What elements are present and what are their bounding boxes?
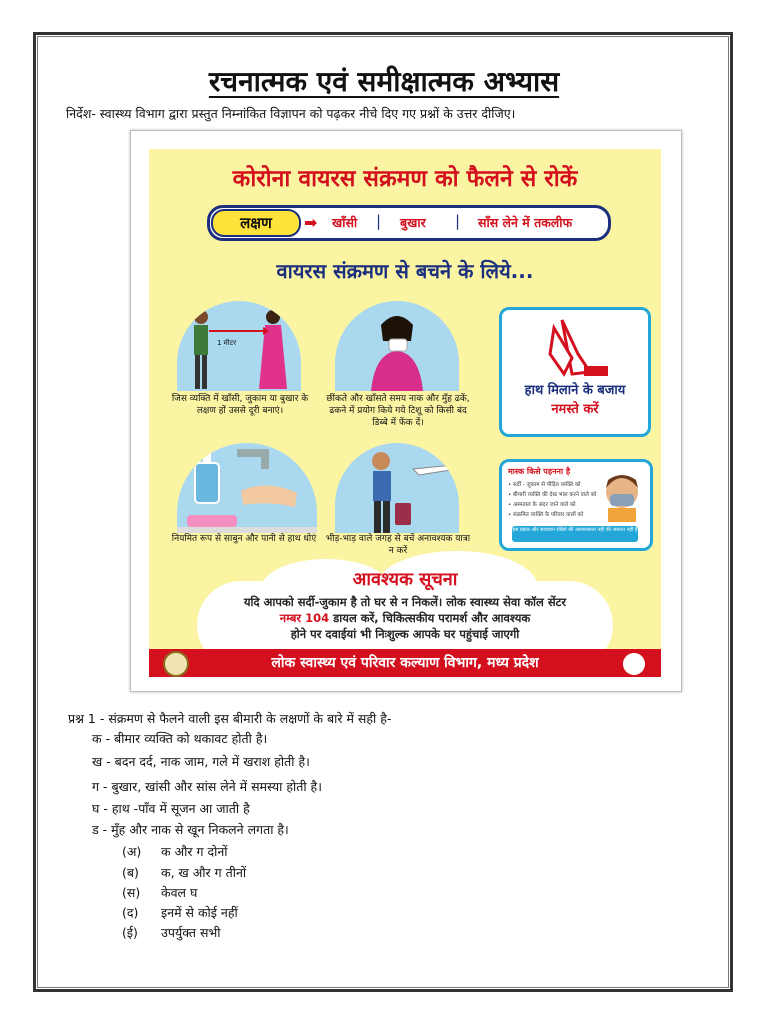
people-distance-icon — [177, 301, 301, 391]
cough-cover-icon — [335, 301, 459, 391]
travel-caption: भीड़-भाड़ वाले जगह से बचें अनावश्यक यात्रा न करें — [325, 534, 471, 556]
mask-box — [499, 459, 653, 551]
state-seal-icon — [163, 651, 189, 677]
mask-item: • संक्रमित व्यक्ति के परिवार वालों को — [508, 512, 584, 518]
option-code: (ई) — [122, 925, 138, 940]
page-title: रचनात्मक एवं समीक्षात्मक अभ्यास — [208, 65, 560, 98]
option-code: (अ) — [122, 844, 142, 859]
statement-ga: ग - बुखार, खांसी और सांस लेने में समस्या होती है। — [92, 779, 322, 794]
mask-item: • अस्पताल के अंदर जाने वाले को — [508, 502, 576, 508]
mask-footer: इस प्रकार और सावधान रखिये की आवश्यकता नहीं की जरूरत नहीं है — [512, 526, 638, 542]
arrow-right-icon: ➡ — [304, 213, 318, 232]
notice-line-1: यदि आपको सर्दी-जुकाम है तो घर से न निकलें। लोक स्वास्थ्य सेवा कॉल सेंटर — [243, 595, 567, 609]
folded-hands-icon — [502, 314, 648, 380]
poster-canvas — [149, 149, 661, 677]
namaste-line1: हाथ मिलाने के बजाय — [524, 383, 626, 398]
poster-subheading: वायरस संक्रमण से बचने के लिये... — [276, 259, 534, 283]
option-e: उपर्युक्त सभी — [161, 925, 221, 940]
notice-line-2: नम्बर 104 डायल करें, चिकित्सकीय परामर्श और आवश्यक — [279, 611, 531, 625]
masked-child-icon — [600, 470, 644, 522]
separator: | — [455, 212, 461, 230]
option-code: (द) — [122, 905, 139, 920]
symptoms-label: लक्षण — [211, 209, 301, 237]
distance-illustration — [177, 301, 301, 391]
separator: | — [376, 212, 382, 230]
poster-image — [130, 130, 682, 692]
statement-ka: क - बीमार व्यक्ति को थकावट होती है। — [92, 731, 268, 746]
statement-da: ड - मुँह और नाक से खून निकलने लगता है। — [92, 822, 289, 837]
mask-item: • सर्दी - जुकाम से पीड़ित व्यक्ति को — [508, 482, 581, 488]
statement-gha: घ - हाथ -पाँव में सूजन आ जाती है — [92, 801, 250, 816]
option-d: इनमें से कोई नहीं — [161, 905, 238, 920]
option-b: क, ख और ग तीनों — [161, 865, 247, 880]
option-code: (स) — [122, 885, 141, 900]
symptom-fever: बुखार — [400, 215, 426, 230]
notice-title: आवश्यक सूचना — [352, 569, 458, 590]
option-code: (ब) — [122, 865, 139, 880]
mask-list — [508, 480, 598, 520]
handwash-icon — [177, 443, 317, 533]
question-prompt: प्रश्न 1 - संक्रमण से फैलने वाली इस बीमारी के लक्षणों के बारे में सही है- — [68, 711, 392, 726]
notice-line-3: होने पर दवाईयां भी निःशुल्क आपके घर पहुंचाई जाएगी — [290, 627, 520, 641]
namaste-line2: नमस्ते करें — [551, 402, 599, 417]
symptom-breathing: साँस लेने में तकलीफ — [478, 215, 573, 230]
instruction-text: निर्देश- स्वास्थ्य विभाग द्वारा प्रस्तुत निम्नांकित विज्ञापन को पढ़कर नीचे दिए गए प्रश्नों के उत्तर दीजिए। — [66, 106, 516, 121]
mask-item: • बीमारी व्यक्ति की देख भाल करने वाले को — [508, 492, 597, 498]
distance-label: 1 मीटर — [217, 339, 237, 347]
poster-footer — [149, 649, 661, 677]
mask-title: मास्क किसे पहनना है — [508, 467, 571, 476]
traveler-icon — [335, 443, 459, 533]
distance-caption: जिस व्यक्ति में खाँसी, जुकाम या बुखार के लक्षण हों उससे दूरी बनाएं। — [171, 394, 309, 416]
symptoms-bar — [207, 205, 611, 241]
cough-caption: छींकते और खाँसते समय नाक और मुँह ढकें, ढकने में प्रयोग किये गये टिशू को किसी बंद डिब्बे में फेंक दें। — [326, 394, 470, 428]
poster-headline: कोरोना वायरस संक्रमण को फैलने से रोकें — [232, 166, 578, 192]
travel-illustration — [335, 443, 459, 533]
symptom-cough: खाँसी — [332, 215, 358, 230]
namaste-box — [499, 307, 651, 437]
handwash-caption: नियमित रूप से साबुन और पानी से हाथ धोएं — [171, 534, 317, 544]
option-c: केवल घ — [161, 885, 198, 900]
cough-illustration — [335, 301, 459, 391]
helpline-number: नम्बर 104 — [279, 611, 330, 625]
handwash-illustration — [177, 443, 317, 533]
statement-kha: ख - बदन दर्द, नाक जाम, गले में खराश होती है। — [92, 754, 310, 769]
health-mission-logo-icon — [621, 651, 647, 677]
poster-footer-text: लोक स्वास्थ्य एवं परिवार कल्याण विभाग, मध्य प्रदेश — [271, 655, 539, 671]
option-a: क और ग दोनों — [161, 844, 228, 859]
